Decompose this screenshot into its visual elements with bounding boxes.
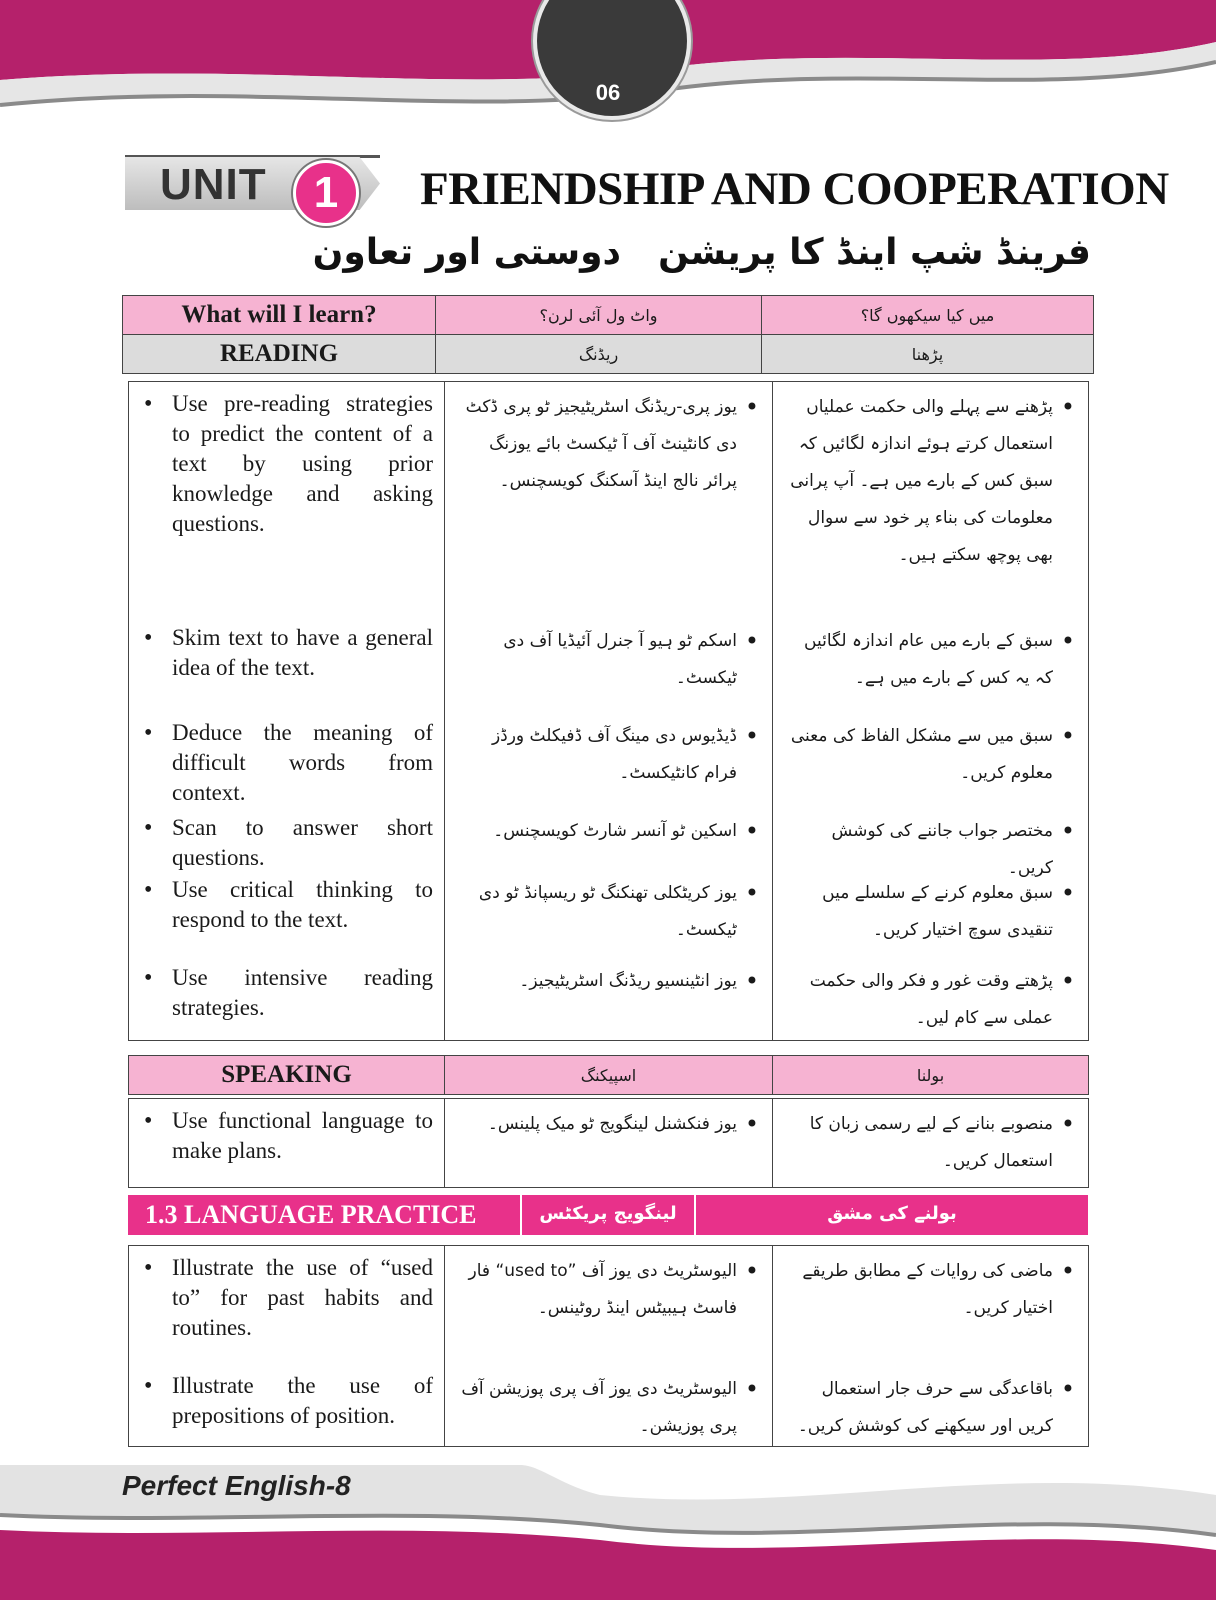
footer-book-title: Perfect English-8 bbox=[122, 1470, 351, 1501]
unit-label: UNIT bbox=[160, 160, 267, 209]
list-item: • ماضی کی روایات کے مطابق طریقے اختیار کریں۔ bbox=[774, 1253, 1087, 1371]
list-item: • Use pre-reading strategies to predict the content of a text by using prior knowledge and asking questions. bbox=[130, 389, 443, 623]
header-ur-meaning: میں کیا سیکھوں گا؟ bbox=[762, 296, 1094, 335]
list-item: • Use intensive reading strategies. bbox=[130, 963, 443, 1025]
speaking-header-table bbox=[128, 1055, 1089, 1095]
list-item: • یوز پری-ریڈنگ اسٹریٹیجیز ٹو پری ڈکٹ دی کانٹینٹ آف آ ٹیکسٹ بائے یوزنگ پرائر نالج اینڈ آسکنگ کویسچنس۔ bbox=[446, 389, 771, 623]
language-practice-heading-ur-meaning: بولنے کی مشق bbox=[827, 1203, 957, 1224]
reading-heading-ur-translit: ریڈنگ bbox=[436, 335, 762, 374]
list-item: • اسکم ٹو ہیو آ جنرل آئیڈیا آف دی ٹیکسٹ۔ bbox=[446, 623, 771, 718]
list-item: • اسکین ٹو آنسر شارٹ کویسچنس۔ bbox=[446, 813, 771, 875]
list-item: • پڑھتے وقت غور و فکر والی حکمت عملی سے کام لیں۔ bbox=[774, 963, 1087, 1025]
reading-en-cell bbox=[129, 382, 445, 1041]
list-item: • سبق معلوم کرنے کے سلسلے میں تنقیدی سوچ اختیار کریں۔ bbox=[774, 875, 1087, 963]
page-title-urdu-translit: فرینڈ شپ اینڈ کا پریشن bbox=[658, 232, 1091, 273]
list-item: • Illustrate the use of “used to” for past habits and routines. bbox=[130, 1253, 443, 1371]
list-item: • الیوسٹریٹ دی یوز آف پری پوزیشن آف پری پوزیشن۔ bbox=[446, 1371, 771, 1445]
list-item: • الیوسٹریٹ دی یوز آف ”used to“ فار فاسٹ ہیبیٹس اینڈ روٹینس۔ bbox=[446, 1253, 771, 1371]
list-item: • مختصر جواب جاننے کی کوشش کریں۔ bbox=[774, 813, 1087, 875]
list-item: • Use functional language to make plans. bbox=[130, 1106, 443, 1166]
list-item: • منصوبے بنانے کے لیے رسمی زبان کا استعمال کریں۔ bbox=[774, 1106, 1087, 1180]
unit-number: 1 bbox=[293, 160, 359, 226]
language-practice-heading-ur-translit: لینگویج پریکٹس bbox=[539, 1203, 677, 1224]
reading-ur-meaning-cell bbox=[773, 382, 1089, 1041]
list-item: • یوز کریٹکلی تھنکنگ ٹو ریسپانڈ ٹو دی ٹیکسٹ۔ bbox=[446, 875, 771, 963]
reading-ur-translit-cell bbox=[445, 382, 773, 1041]
list-item: • ڈیڈیوس دی مینگ آف ڈفیکلٹ ورڈز فرام کانٹیکسٹ۔ bbox=[446, 718, 771, 813]
header-en: What will I learn? bbox=[123, 296, 436, 335]
list-item: • پڑھنے سے پہلے والی حکمت عملیاں استعمال کرتے ہوئے اندازہ لگائیں کہ سبق کس کے بارے میں ہے۔ آپ پرانی معلومات کی بناء پر خود سے سوال بھی پوچھ سکتے ہیں۔ bbox=[774, 389, 1087, 623]
speaking-table bbox=[128, 1098, 1089, 1188]
list-item: • Deduce the meaning of difficult words from context. bbox=[130, 718, 443, 813]
list-item: • Scan to answer short questions. bbox=[130, 813, 443, 875]
list-item: • Illustrate the use of prepositions of position. bbox=[130, 1371, 443, 1431]
reading-table bbox=[128, 381, 1089, 1041]
list-item: • یوز فنکشنل لینگویج ٹو میک پلینس۔ bbox=[446, 1106, 771, 1143]
list-item: • سبق میں سے مشکل الفاظ کی معنی معلوم کریں۔ bbox=[774, 718, 1087, 813]
list-item: • باقاعدگی سے حرف جار استعمال کریں اور سیکھنے کی کوشش کریں۔ bbox=[774, 1371, 1087, 1445]
reading-heading-ur-meaning: پڑھنا bbox=[762, 335, 1094, 374]
language-practice-table bbox=[128, 1245, 1089, 1447]
list-item: • Use critical thinking to respond to the text. bbox=[130, 875, 443, 963]
list-item: • سبق کے بارے میں عام اندازہ لگائیں کہ یہ کس کے بارے میں ہے۔ bbox=[774, 623, 1087, 718]
page-title: FRIENDSHIP AND COOPERATION bbox=[420, 163, 1169, 215]
language-practice-heading-en: 1.3 LANGUAGE PRACTICE bbox=[145, 1200, 477, 1229]
list-item: • Skim text to have a general idea of the text. bbox=[130, 623, 443, 718]
speaking-heading-ur-translit: اسپیکنگ bbox=[445, 1056, 773, 1095]
page-number: 06 bbox=[595, 80, 621, 105]
page-title-urdu-meaning: دوستی اور تعاون bbox=[312, 232, 621, 273]
speaking-heading-en: SPEAKING bbox=[129, 1056, 445, 1095]
speaking-heading-ur-meaning: بولنا bbox=[773, 1056, 1089, 1095]
list-item: • یوز انٹینسیو ریڈنگ اسٹریٹیجیز۔ bbox=[446, 963, 771, 1025]
reading-heading-en: READING bbox=[123, 335, 436, 374]
learning-header-table bbox=[122, 295, 1094, 374]
header-ur-translit: واٹ ول آئی لرن؟ bbox=[436, 296, 762, 335]
